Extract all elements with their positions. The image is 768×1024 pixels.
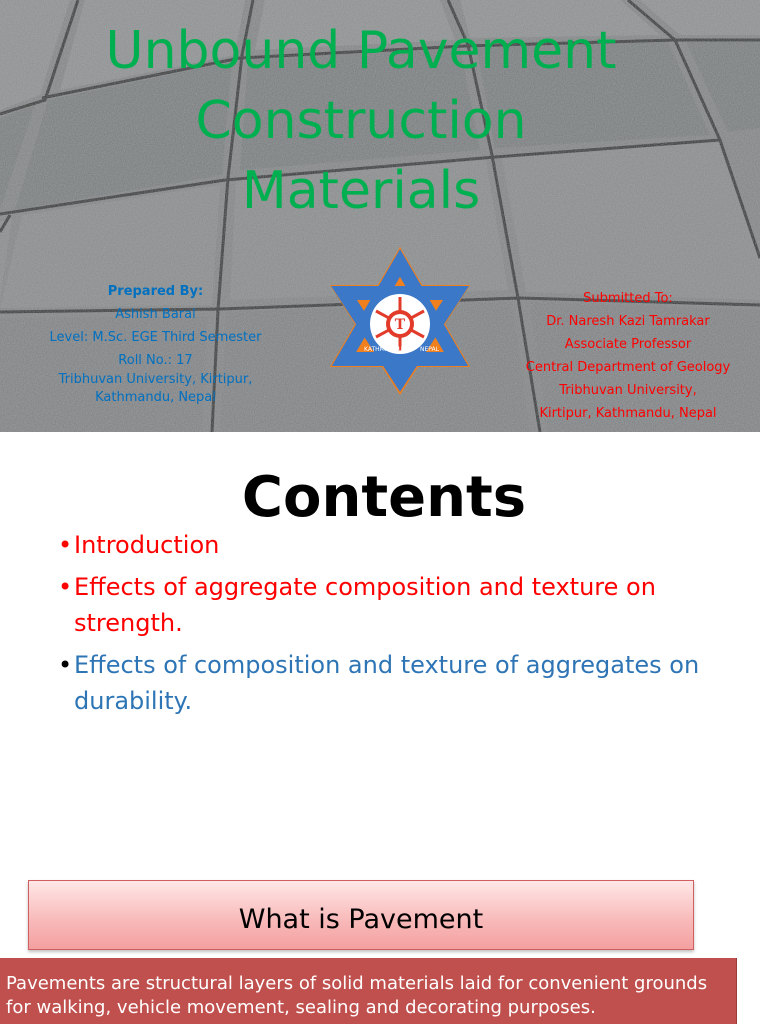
list-item-text: Effects of composition and texture of aggregates on durability.: [74, 651, 700, 715]
supervisor-title: Associate Professor: [564, 337, 692, 352]
bullet-icon: •: [58, 651, 73, 679]
title-line-2: Construction: [195, 91, 527, 151]
contents-list: [58, 527, 738, 725]
author-level: Level: M.Sc. EGE Third Semester: [49, 330, 262, 345]
pavement-definition-text: Pavements are structural layers of solid materials laid for convenient grounds for walking, vehicle movement, sealing and decorating purposes.: [6, 973, 708, 1018]
pavement-definition-box: [0, 958, 737, 1024]
tribhuvan-university-star-emblem-icon: [330, 247, 470, 395]
author-roll: Roll No.: 17: [118, 353, 193, 368]
supervisor-department: Central Department of Geology: [525, 360, 731, 375]
prepared-by-heading: Prepared By:: [107, 284, 204, 299]
submitted-to-block: [500, 287, 756, 425]
list-item: [58, 527, 738, 563]
list-item: [58, 647, 738, 719]
university-logo: [330, 247, 470, 395]
bullet-icon: •: [58, 531, 73, 559]
slide-title: [0, 16, 722, 226]
author-name: Ashish Baral: [115, 307, 196, 322]
contents-title: Contents: [241, 465, 527, 530]
supervisor-location: Kirtipur, Kathmandu, Nepal: [539, 406, 717, 421]
pavement-heading-box: [28, 880, 694, 950]
logo-text-kathmandu: KATHMANDU: [364, 346, 403, 353]
bullet-icon: •: [58, 573, 73, 601]
submitted-to-heading: Submitted To:: [583, 291, 673, 306]
list-item-text: Effects of aggregate composition and texture on strength.: [74, 573, 656, 637]
supervisor-university: Tribhuvan University,: [559, 383, 697, 398]
list-item-text: Introduction: [74, 531, 220, 559]
svg-text:T: T: [394, 317, 406, 333]
title-slide: [0, 0, 760, 432]
supervisor-name: Dr. Naresh Kazi Tamrakar: [546, 314, 710, 329]
logo-text-nepal: NEPAL: [420, 346, 439, 353]
author-location: Kathmandu, Nepal: [95, 390, 216, 405]
prepared-by-block: [28, 280, 283, 408]
title-line-3: Materials: [241, 161, 481, 221]
author-university: Tribhuvan University, Kirtipur,: [58, 372, 253, 387]
pavement-heading: What is Pavement: [238, 903, 484, 935]
title-line-1: Unbound Pavement: [105, 21, 617, 81]
list-item: [58, 569, 738, 641]
